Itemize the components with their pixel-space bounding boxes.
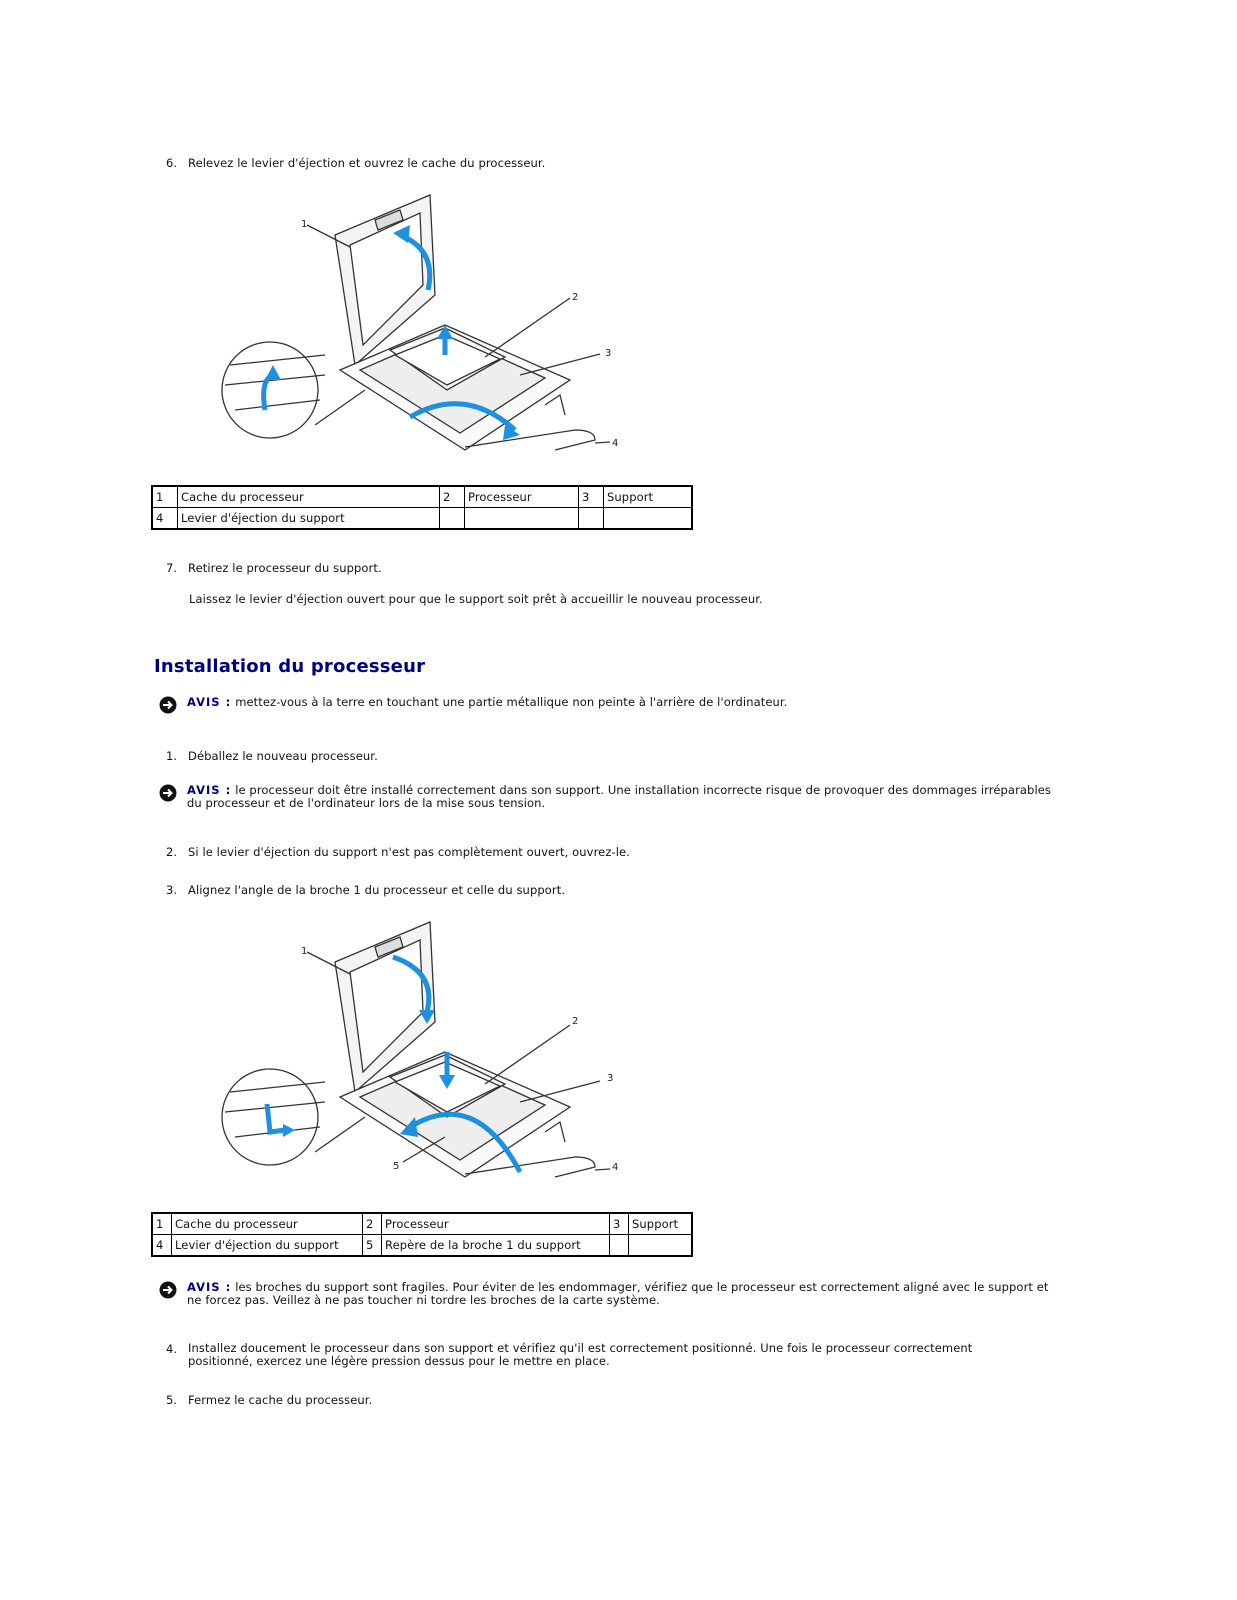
install-step-4 bbox=[166, 1342, 1036, 1368]
step-number: 4. bbox=[166, 1342, 178, 1356]
legend-table-1 bbox=[151, 485, 693, 530]
step-text: Si le levier d'éjection du support n'est pas complètement ouvert, ouvrez-le. bbox=[188, 845, 630, 859]
figure-align-processor bbox=[215, 912, 635, 1192]
figure-open-processor-cover bbox=[215, 185, 635, 465]
notice-label: AVIS : bbox=[187, 695, 232, 709]
table-row bbox=[152, 508, 692, 530]
notice-arrow-icon bbox=[159, 784, 177, 802]
notice-text: mettez-vous à la terre en touchant une partie métallique non peinte à l'arrière de l'ordinateur. bbox=[235, 695, 788, 709]
step-number: 2. bbox=[166, 845, 178, 859]
callout-4: 4 bbox=[612, 438, 619, 449]
legend-number bbox=[440, 508, 465, 530]
step-text: Relevez le levier d'éjection et ouvrez le cache du processeur. bbox=[188, 156, 546, 170]
legend-label: Processeur bbox=[382, 1213, 610, 1235]
table-row bbox=[152, 1235, 692, 1257]
legend-label: Support bbox=[629, 1213, 693, 1235]
callout-3: 3 bbox=[605, 348, 612, 359]
legend-label: Repère de la broche 1 du support bbox=[382, 1235, 610, 1257]
legend-label bbox=[604, 508, 693, 530]
step-number: 6. bbox=[166, 156, 178, 170]
legend-number: 1 bbox=[152, 486, 178, 508]
install-step-1 bbox=[166, 749, 378, 763]
install-step-5 bbox=[166, 1393, 372, 1407]
legend-number: 2 bbox=[440, 486, 465, 508]
step-number: 3. bbox=[166, 883, 178, 897]
callout-4: 4 bbox=[612, 1162, 619, 1173]
callout-1: 1 bbox=[301, 946, 308, 957]
callout-1: 1 bbox=[301, 219, 308, 230]
legend-label bbox=[629, 1235, 693, 1257]
notice-text: le processeur doit être installé correctement dans son support. Une installation incorrecte risque de provoquer des dommages irréparables du processeur et de l'ordinateur lors de la mise sous tension. bbox=[187, 783, 1051, 810]
step-6 bbox=[166, 156, 545, 170]
step-text: Installez doucement le processeur dans son support et vérifiez qu'il est correctement positionné. Une fois le processeur correctement positionné, exercez une légère pression dessus pour le mettre en place. bbox=[188, 1341, 973, 1368]
step-7-note: Laissez le levier d'éjection ouvert pour que le support soit prêt à accueillir le nouveau processeur. bbox=[189, 592, 763, 606]
step-number: 5. bbox=[166, 1393, 178, 1407]
legend-number: 2 bbox=[363, 1213, 382, 1235]
notice-label: AVIS : bbox=[187, 783, 232, 797]
step-text: Fermez le cache du processeur. bbox=[188, 1393, 373, 1407]
legend-number: 4 bbox=[152, 508, 178, 530]
install-step-2 bbox=[166, 845, 630, 859]
table-row bbox=[152, 1213, 692, 1235]
legend-number: 5 bbox=[363, 1235, 382, 1257]
step-number: 1. bbox=[166, 749, 178, 763]
legend-number: 4 bbox=[152, 1235, 172, 1257]
legend-label: Processeur bbox=[465, 486, 579, 508]
notice-text: les broches du support sont fragiles. Pour éviter de les endommager, vérifiez que le processeur est correctement aligné avec le support et ne forcez pas. Veillez à ne pas toucher ni tordre les broches de la carte système. bbox=[187, 1280, 1049, 1307]
legend-label: Levier d'éjection du support bbox=[178, 508, 440, 530]
legend-table-2 bbox=[151, 1212, 693, 1257]
notice-arrow-icon bbox=[159, 696, 177, 714]
legend-number bbox=[579, 508, 604, 530]
step-number: 7. bbox=[166, 561, 178, 575]
notice-arrow-icon bbox=[159, 1281, 177, 1299]
legend-label: Cache du processeur bbox=[172, 1213, 363, 1235]
legend-number bbox=[610, 1235, 629, 1257]
step-text: Alignez l'angle de la broche 1 du processeur et celle du support. bbox=[188, 883, 566, 897]
install-step-3 bbox=[166, 883, 565, 897]
callout-2: 2 bbox=[572, 292, 579, 303]
legend-number: 3 bbox=[579, 486, 604, 508]
step-7 bbox=[166, 561, 382, 575]
notice-label: AVIS : bbox=[187, 1280, 232, 1294]
legend-number: 1 bbox=[152, 1213, 172, 1235]
section-title: Installation du processeur bbox=[154, 656, 426, 677]
callout-2: 2 bbox=[572, 1016, 579, 1027]
step-text: Retirez le processeur du support. bbox=[188, 561, 382, 575]
legend-label: Support bbox=[604, 486, 693, 508]
callout-3: 3 bbox=[607, 1073, 614, 1084]
legend-label bbox=[465, 508, 579, 530]
legend-label: Cache du processeur bbox=[178, 486, 440, 508]
table-row bbox=[152, 486, 692, 508]
legend-number: 3 bbox=[610, 1213, 629, 1235]
step-text: Déballez le nouveau processeur. bbox=[188, 749, 378, 763]
callout-5: 5 bbox=[393, 1161, 400, 1172]
legend-label: Levier d'éjection du support bbox=[172, 1235, 363, 1257]
